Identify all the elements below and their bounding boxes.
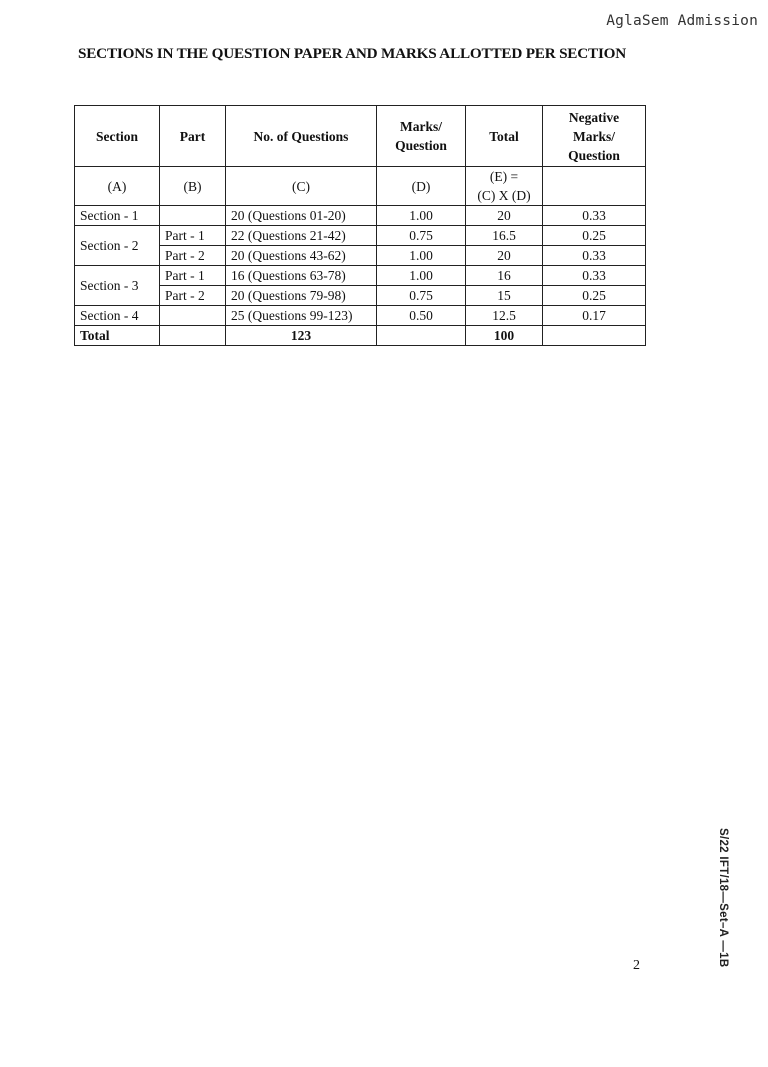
cell-total: 20 — [466, 246, 543, 266]
cell-total: 16 — [466, 266, 543, 286]
subheader-e-line2: (C) X (D) — [477, 188, 531, 203]
total-total: 100 — [466, 326, 543, 346]
table-row — [75, 246, 646, 266]
cell-part: Part - 1 — [160, 266, 226, 286]
total-questions: 123 — [226, 326, 377, 346]
header-total: Total — [466, 106, 543, 167]
total-label: Total — [75, 326, 160, 346]
cell-marks: 0.75 — [377, 286, 466, 306]
cell-questions: 20 (Questions 79-98) — [226, 286, 377, 306]
cell-negative: 0.25 — [543, 286, 646, 306]
subheader-b: (B) — [160, 167, 226, 206]
table-header-row — [75, 106, 646, 167]
cell-questions: 25 (Questions 99-123) — [226, 306, 377, 326]
cell-questions: 22 (Questions 21-42) — [226, 226, 377, 246]
subheader-e-line1: (E) = — [489, 169, 519, 184]
page-number: 2 — [633, 958, 640, 973]
table-row — [75, 226, 646, 246]
cell-negative: 0.33 — [543, 266, 646, 286]
header-questions: No. of Questions — [226, 106, 377, 167]
total-marks — [377, 326, 466, 346]
cell-negative: 0.33 — [543, 246, 646, 266]
cell-negative: 0.17 — [543, 306, 646, 326]
cell-questions: 20 (Questions 43-62) — [226, 246, 377, 266]
subheader-f — [543, 167, 646, 206]
subheader-a: (A) — [75, 167, 160, 206]
cell-section: Section - 1 — [75, 206, 160, 226]
cell-section: Section - 3 — [75, 266, 160, 306]
cell-negative: 0.33 — [543, 206, 646, 226]
cell-marks: 0.50 — [377, 306, 466, 326]
subheader-e — [466, 167, 543, 206]
cell-marks: 1.00 — [377, 246, 466, 266]
subheader-d: (D) — [377, 167, 466, 206]
header-negative: Negative Marks/ Question — [543, 106, 646, 167]
cell-questions: 16 (Questions 63-78) — [226, 266, 377, 286]
cell-total: 20 — [466, 206, 543, 226]
table-row — [75, 206, 646, 226]
table-row — [75, 266, 646, 286]
table-row — [75, 306, 646, 326]
cell-section: Section - 4 — [75, 306, 160, 326]
cell-total: 12.5 — [466, 306, 543, 326]
watermark-text: AglaSem Admission — [606, 13, 758, 29]
cell-part: Part - 1 — [160, 226, 226, 246]
total-negative — [543, 326, 646, 346]
footer-code: S/22 IFT/18—Set–A —1B — [717, 828, 729, 968]
cell-questions: 20 (Questions 01-20) — [226, 206, 377, 226]
header-section: Section — [75, 106, 160, 167]
cell-part: Part - 2 — [160, 246, 226, 266]
cell-section: Section - 2 — [75, 226, 160, 266]
cell-part: Part - 2 — [160, 286, 226, 306]
cell-negative: 0.25 — [543, 226, 646, 246]
table-subheader-row — [75, 167, 646, 206]
table-total-row — [75, 326, 646, 346]
cell-part — [160, 306, 226, 326]
cell-total: 15 — [466, 286, 543, 306]
total-part — [160, 326, 226, 346]
header-part: Part — [160, 106, 226, 167]
cell-marks: 1.00 — [377, 206, 466, 226]
subheader-c: (C) — [226, 167, 377, 206]
cell-total: 16.5 — [466, 226, 543, 246]
marks-table — [74, 105, 646, 346]
cell-marks: 0.75 — [377, 226, 466, 246]
cell-marks: 1.00 — [377, 266, 466, 286]
table-row — [75, 286, 646, 306]
header-marks: Marks/ Question — [377, 106, 466, 167]
cell-part — [160, 206, 226, 226]
page-heading: SECTIONS IN THE QUESTION PAPER AND MARKS ALLOTTED PER SECTION — [78, 45, 627, 62]
